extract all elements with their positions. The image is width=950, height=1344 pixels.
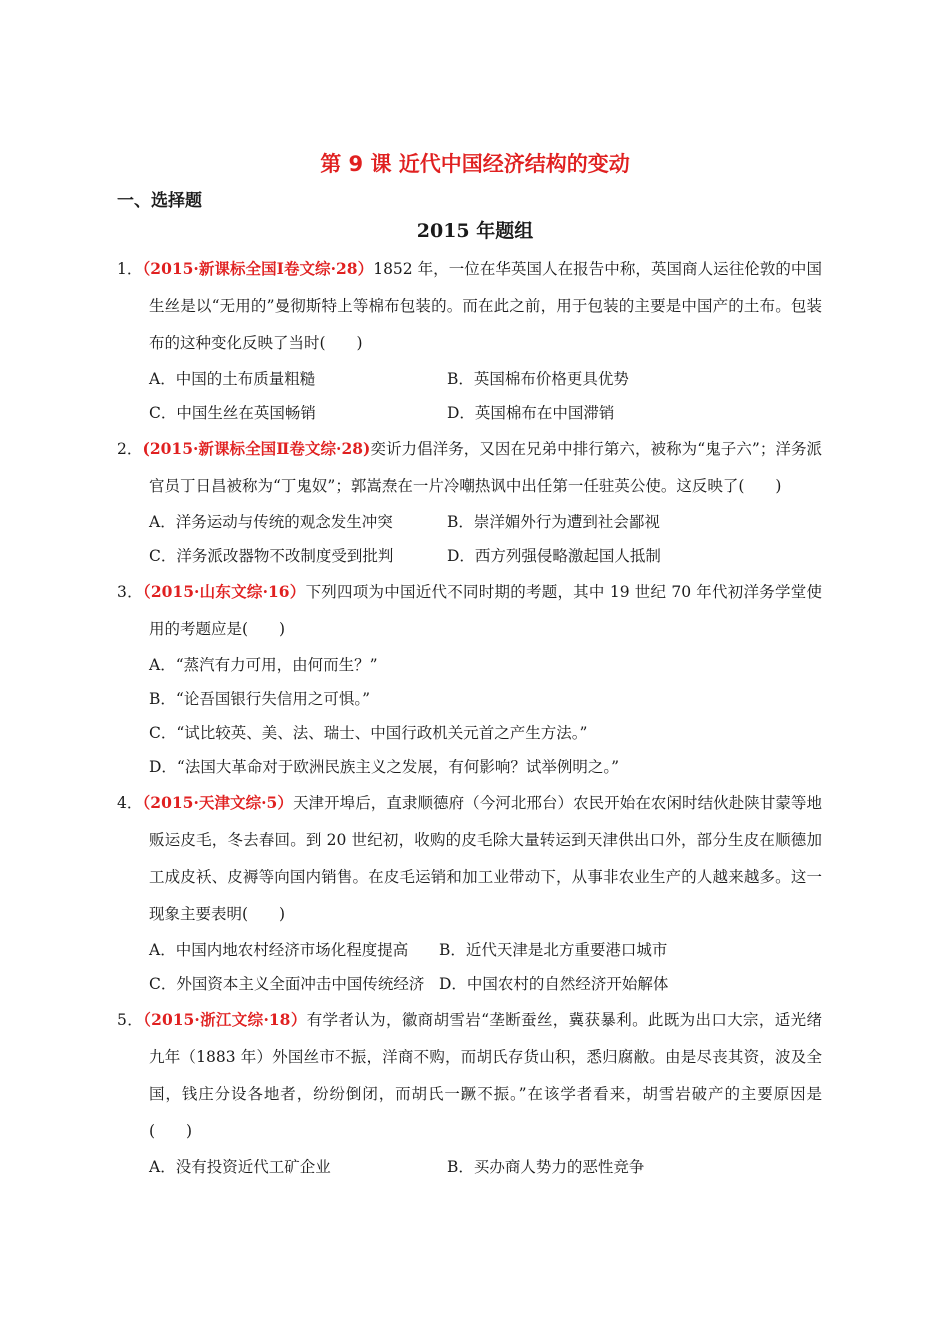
question-number: 3． xyxy=(117,583,143,601)
options xyxy=(117,648,822,784)
option-d[interactable]: D．中国农村的自然经济开始解体 xyxy=(439,975,669,993)
question-text: 有学者认为，徽商胡雪岩“垄断蚕丝，冀获暴利。此既为出口大宗，适光绪九年（1883 年）外国丝市不振，洋商不购，而胡氏存货山积，悉归腐敝。由是尽丧其资，波及全国，钱庄分设各地者，纷纷倒闭，而胡氏一蹶不振。”在该学者看来，胡雪岩破产的主要原因是( ) xyxy=(149,1011,822,1140)
question-number: 4． xyxy=(117,794,143,812)
question-text: 1852 年，一位在华英国人在报告中称，英国商人运往伦敦的中国生丝是以“无用的”曼彻斯特上等棉布包装的。而在此之前，用于包装的主要是中国产的土布。包装布的这种变化反映了当时( ) xyxy=(149,260,822,352)
question-source: （2015·新课标全国Ⅰ卷文综·28） xyxy=(142,259,374,278)
question-source: （2015·山东文综·16） xyxy=(142,582,306,601)
options xyxy=(117,1150,822,1184)
option-a[interactable]: A．中国内地农村经济市场化程度提高 xyxy=(149,941,409,959)
option-a[interactable]: A．没有投资近代工矿企业 xyxy=(149,1158,331,1176)
option-b[interactable]: B．买办商人势力的恶性竞争 xyxy=(447,1158,645,1176)
option-a[interactable]: A．“蒸汽有力可用，由何而生？” xyxy=(149,656,378,674)
option-a[interactable]: A．中国的土布质量粗糙 xyxy=(149,370,316,388)
option-b[interactable]: B．崇洋媚外行为遭到社会鄙视 xyxy=(447,513,660,531)
question-list xyxy=(117,250,822,1184)
options xyxy=(117,505,822,573)
question-source: (2015·新课标全国Ⅱ卷文综·28) xyxy=(142,439,371,458)
option-a[interactable]: A．洋务运动与传统的观念发生冲突 xyxy=(149,513,393,531)
question-text: 下列四项为中国近代不同时期的考题，其中 19 世纪 70 年代初洋务学堂使用的考题应是( ) xyxy=(149,583,822,638)
question-5 xyxy=(117,1001,822,1184)
options xyxy=(117,933,822,1001)
question-1 xyxy=(117,250,822,430)
option-b[interactable]: B．“论吾国银行失信用之可惧。” xyxy=(149,690,370,708)
question-3 xyxy=(117,573,822,784)
question-source: （2015·天津文综·5） xyxy=(142,793,293,812)
lesson-title: 第 9 课 近代中国经济结构的变动 xyxy=(320,152,630,176)
option-b[interactable]: B．近代天津是北方重要港口城市 xyxy=(439,941,668,959)
options xyxy=(117,362,822,430)
option-c[interactable]: C．中国生丝在英国畅销 xyxy=(149,404,316,422)
question-4 xyxy=(117,784,822,1001)
question-text: 天津开埠后，直隶顺德府（今河北邢台）农民开始在农闲时结伙赴陕甘蒙等地贩运皮毛，冬去春回。到 20 世纪初，收购的皮毛除大量转运到天津供出口外，部分生皮在顺德加工成皮袄、皮褥等向国内销售。在皮毛运销和加工业带动下，从事非农业生产的人越来越多。这一现象主要表明( ) xyxy=(149,794,822,923)
option-b[interactable]: B．英国棉布价格更具优势 xyxy=(447,370,629,388)
group-heading: 2015 年题组 xyxy=(416,220,534,242)
option-c[interactable]: C．洋务派改器物不改制度受到批判 xyxy=(149,547,394,565)
section-heading: 一、选择题 xyxy=(117,191,202,211)
question-source: （2015·浙江文综·18） xyxy=(143,1010,307,1029)
option-c[interactable]: C．外国资本主义全面冲击中国传统经济 xyxy=(149,975,425,993)
option-d[interactable]: D．英国棉布在中国滞销 xyxy=(447,404,615,422)
option-d[interactable]: D．“法国大革命对于欧洲民族主义之发展，有何影响？试举例明之。” xyxy=(149,758,620,776)
option-c[interactable]: C．“试比较英、美、法、瑞士、中国行政机关元首之产生方法。” xyxy=(149,724,588,742)
question-2 xyxy=(117,430,822,573)
question-number: 1． xyxy=(117,260,143,278)
question-number: 5． xyxy=(117,1011,144,1029)
question-number: 2． xyxy=(117,440,143,458)
option-d[interactable]: D．西方列强侵略激起国人抵制 xyxy=(447,547,661,565)
question-text: 奕䜣力倡洋务，又因在兄弟中排行第六，被称为“鬼子六”；洋务派官员丁日昌被称为“丁鬼奴”；郭嵩焘在一片冷嘲热讽中出任第一任驻英公使。这反映了( ) xyxy=(149,440,823,495)
